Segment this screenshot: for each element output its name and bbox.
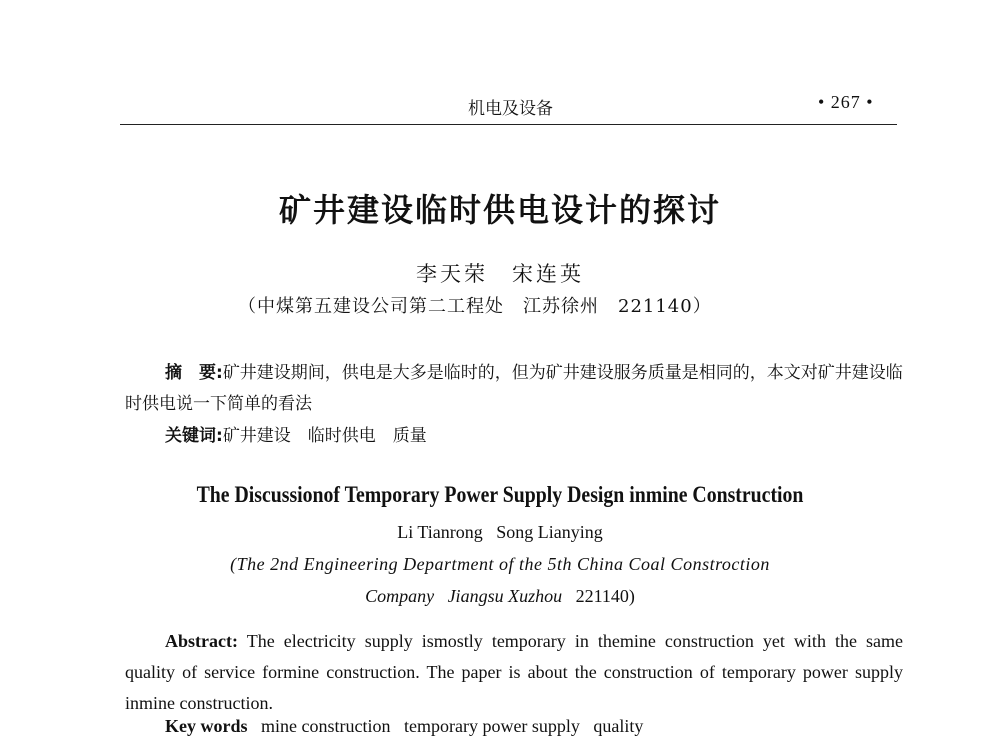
chinese-keywords-label: 关键词: (165, 426, 223, 446)
english-abstract (125, 626, 903, 719)
english-affiliation-company: Company Jiangsu Xuzhou (365, 586, 563, 606)
chinese-keywords-text: 矿井建设 临时供电 质量 (222, 426, 427, 446)
chinese-title: 矿井建设临时供电设计的探讨 (278, 191, 721, 229)
english-abstract-label: Abstract: (165, 631, 238, 651)
english-keywords-label: Key words (165, 716, 248, 736)
chinese-authors: 李天荣 宋连英 (416, 262, 584, 286)
chinese-affiliation: （中煤第五建设公司第二工程处 江苏徐州 221140） (238, 296, 712, 317)
english-affiliation-code: 221140) (575, 586, 635, 606)
english-affiliation-line2 (0, 586, 1000, 607)
english-abstract-text: The electricity supply ismostly temporary in themine construction yet with the same quality of service formine construction. The paper is about the construction of temporary power supply inmine construction. (125, 631, 903, 713)
chinese-abstract (125, 358, 903, 420)
chinese-abstract-text: 矿井建设期间，供电是大多是临时的，但为矿井建设服务质量是相同的，本文对矿井建设临时供电说一下简单的看法 (125, 363, 903, 414)
english-keywords-text: mine construction temporary power supply quality (261, 716, 644, 736)
english-title: The Discussionof Temporary Power Supply Design inmine Construction (196, 482, 804, 507)
chinese-keywords (165, 421, 427, 446)
english-affiliation-line1: (The 2nd Engineering Department of the 5th China Coal Constroction (230, 554, 770, 574)
running-header-section: 机电及设备 (468, 99, 553, 119)
header-rule (120, 124, 897, 125)
page-number: • 267 • (818, 92, 874, 112)
english-keywords (165, 716, 643, 737)
english-authors: Li Tianrong Song Lianying (397, 522, 603, 542)
chinese-abstract-label: 摘 要: (165, 363, 223, 383)
